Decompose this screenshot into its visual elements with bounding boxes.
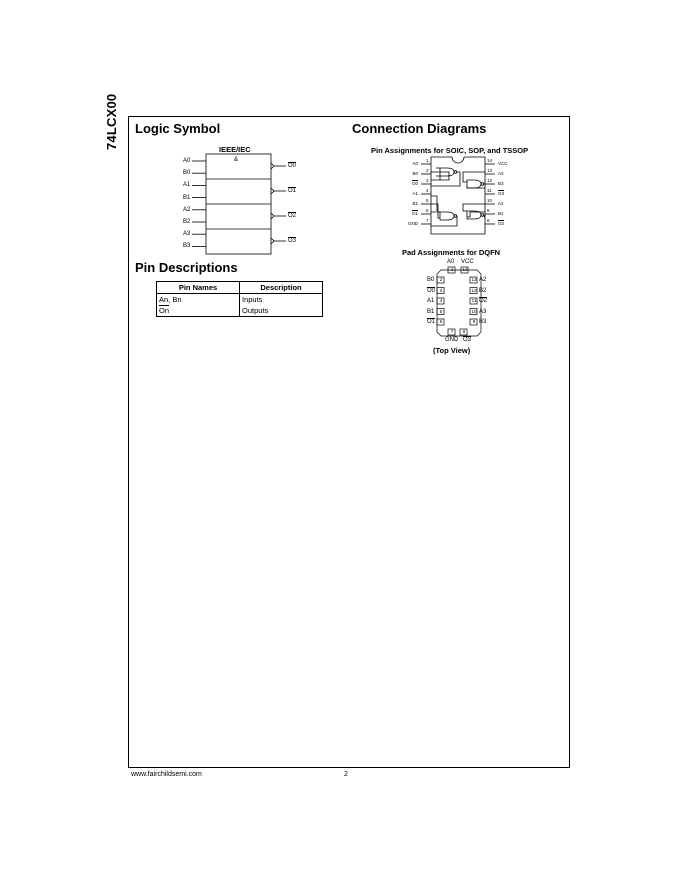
- input-label: A3: [183, 231, 191, 238]
- ieee-iec-label: IEEE/IEC: [219, 145, 251, 154]
- dqfn-pad-number: 14: [462, 267, 468, 272]
- soic-pin-name: O0: [411, 181, 418, 186]
- pin-name-on: $\overline{On}$: [159, 306, 170, 315]
- dqfn-pad-number: 13: [471, 277, 477, 282]
- soic-pin-name: A1: [412, 191, 418, 196]
- dqfn-pad-name: A2: [479, 277, 487, 283]
- pin-name-an-bn: An, Bn: [159, 295, 182, 304]
- soic-pin-number: 8: [487, 218, 490, 223]
- input-label: B2: [183, 219, 191, 225]
- soic-pin-number: 5: [426, 198, 429, 203]
- dqfn-pad-number: 3: [439, 287, 443, 293]
- dqfn-pad-number: 9: [472, 319, 476, 324]
- soic-pin-name: O3: [498, 191, 505, 196]
- soic-pin-name: A0: [412, 161, 418, 166]
- dqfn-pad-name: B3: [479, 319, 487, 325]
- table-row: [157, 305, 323, 317]
- soic-pin-name: O1: [411, 211, 418, 216]
- soic-pin-number: 6: [426, 208, 429, 213]
- input-label: B1: [183, 194, 191, 201]
- soic-pin-name: GND: [408, 221, 418, 226]
- dqfn-pad-number: 12: [471, 287, 477, 293]
- pin-name-cell: [157, 294, 240, 306]
- dqfn-pad-number: 5: [439, 308, 443, 314]
- dqfn-pad-name: B2: [479, 287, 487, 294]
- pin-name-cell: [157, 305, 240, 317]
- soic-pin-name: VCC: [498, 161, 508, 166]
- output-label: O3: [288, 238, 297, 244]
- dqfn-pad-name: A3: [479, 308, 487, 315]
- soic-pin-name: B2: [498, 211, 504, 216]
- soic-pin-name: B3: [498, 181, 504, 186]
- soic-caption: Pin Assignments for SOIC, SOP, and TSSOP: [371, 146, 529, 155]
- top-view-label: (Top View): [433, 346, 471, 355]
- dqfn-pad-number: 8: [462, 329, 466, 334]
- input-label: A2: [183, 206, 191, 213]
- input-label: B0: [183, 170, 191, 177]
- soic-pin-name: A2: [498, 201, 504, 206]
- output-label: O2: [288, 213, 297, 219]
- table-header-pin-names: Pin Names: [157, 282, 240, 294]
- soic-pin-number: 4: [426, 188, 429, 193]
- pin-desc-cell: Inputs: [240, 294, 323, 306]
- pin-descriptions-heading: Pin Descriptions: [135, 260, 238, 275]
- connection-diagrams-heading: Connection Diagrams: [352, 121, 487, 136]
- input-label: B3: [183, 243, 191, 250]
- footer-url[interactable]: www.fairchildsemi.com: [131, 771, 202, 778]
- logic-symbol-heading: Logic Symbol: [135, 121, 221, 136]
- soic-pin-name: A3: [498, 171, 504, 176]
- dqfn-pad-name: A1: [427, 298, 435, 304]
- pin-desc-cell: Outputs: [240, 305, 323, 317]
- soic-pin-number: 9: [487, 208, 490, 213]
- soic-pin-number: 7: [426, 218, 429, 223]
- dqfn-pad-number: 7: [450, 329, 454, 334]
- page-number: 2: [344, 771, 348, 778]
- dqfn-pad-name: GND: [445, 337, 459, 343]
- soic-pin-name: B0: [412, 171, 418, 176]
- soic-pin-number: 12: [487, 178, 493, 183]
- table-header-description: Description: [240, 282, 323, 294]
- dqfn-pad-number: 10: [471, 308, 477, 314]
- soic-pin-number: 13: [487, 168, 493, 173]
- soic-pin-number: 10: [487, 198, 493, 203]
- output-label: O0: [288, 163, 297, 169]
- part-number-sidebar: 74LCX00: [104, 93, 119, 150]
- output-label: O1: [288, 188, 297, 194]
- soic-pin-name: O2: [498, 221, 505, 226]
- dqfn-pad-name: O2: [479, 298, 488, 304]
- dqfn-pad-name: B1: [427, 308, 435, 315]
- soic-pin-number: 11: [487, 188, 492, 193]
- table-row: [157, 294, 323, 306]
- soic-pin-number: 14: [487, 158, 493, 163]
- dqfn-pad-name: A0: [447, 259, 455, 265]
- dqfn-pad-number: 11: [471, 298, 477, 303]
- input-label: A0: [183, 158, 191, 164]
- soic-pin-number: 1: [426, 158, 429, 163]
- dqfn-pad-name: O0: [427, 287, 436, 294]
- dqfn-pad-number: 1: [450, 267, 454, 272]
- soic-pin-name: B1: [412, 201, 418, 206]
- soic-pin-number: 2: [426, 168, 429, 173]
- dqfn-pad-number: 4: [439, 298, 443, 303]
- dqfn-pad-name: O1: [427, 319, 436, 325]
- pin-description-table: [156, 281, 323, 317]
- dqfn-pad-name: O3: [463, 337, 472, 343]
- dqfn-pad-number: 6: [439, 319, 443, 324]
- dqfn-pad-number: 2: [439, 277, 443, 282]
- soic-pin-number: 3: [426, 178, 429, 183]
- and-symbol: &: [234, 157, 239, 163]
- dqfn-pad-name: B0: [427, 277, 435, 283]
- dqfn-caption: Pad Assignments for DQFN: [402, 248, 501, 257]
- dqfn-pad-name: VCC: [461, 259, 474, 265]
- input-label: A1: [183, 182, 191, 189]
